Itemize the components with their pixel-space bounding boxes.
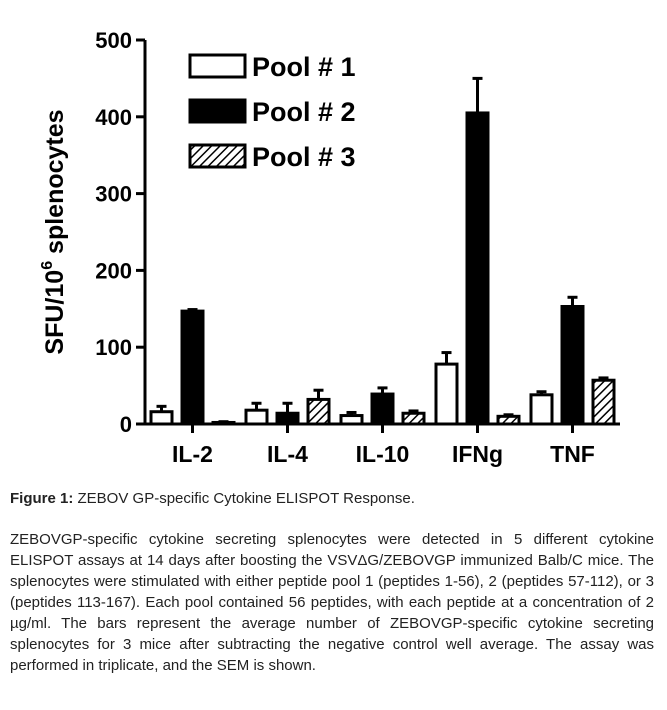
x-axis (145, 424, 620, 467)
y-axis (95, 28, 145, 437)
y-tick-label-200: 200 (95, 258, 132, 284)
bar-pool-1-IL-2 (151, 412, 172, 424)
y-tick-label-0: 0 (119, 412, 132, 437)
y-tick-label-300: 300 (95, 181, 132, 207)
legend-label-pool-3: Pool # 3 (252, 142, 356, 172)
bar-pool-2-TNF (562, 306, 583, 424)
bar-pool-2-IL-10 (372, 394, 393, 424)
bar-pool-3-TNF (593, 380, 614, 424)
bar-pool-1-IFNg (436, 364, 457, 424)
x-tick-label-TNF: TNF (550, 441, 595, 467)
x-tick-label-IL-2: IL-2 (172, 441, 213, 467)
x-tick-label-IL-10: IL-10 (355, 441, 410, 467)
bar-pool-2-IFNg (467, 113, 488, 424)
figure-caption-title (10, 488, 654, 509)
legend-swatch-pool-2 (190, 100, 245, 122)
y-tick-label-500: 500 (95, 28, 132, 53)
bar-pool-2-IL-2 (182, 311, 203, 424)
bar-pool-3-IL-4 (308, 399, 329, 424)
legend (190, 52, 356, 172)
figure-label: Figure 1: (10, 490, 74, 507)
bar-pool-2-IL-4 (277, 413, 298, 424)
bar-pool-1-TNF (531, 395, 552, 424)
y-tick-label-100: 100 (95, 335, 132, 361)
y-axis-label: SFU/$10^6$ splenocytes (39, 109, 69, 355)
bar-pool-1-IL-4 (246, 410, 267, 424)
x-tick-label-IL-4: IL-4 (267, 441, 308, 467)
figure-caption-body: ZEBOVGP-specific cytokine secreting splenocytes were detected in 5 different cytokine ELISPOT assays at 14 days after boosting the VSVΔG/ZEBOVGP immunized Balb/C mice. The splenocytes were stimulated with either peptide pool 1 (peptides 1-56), 2 (peptides 57-112), or 3 (peptides 113-167). Each pool contained 56 peptides, with each peptide at a concentration of 2 µg/ml. The bars represent the average number of ZEBOVGP-specific cytokine secreting splenocytes for 3 mice after subtracting the negative control well average. The assay was performed in triplicate, and the SEM is shown. (10, 531, 654, 674)
bar-pool-3-IL-10 (403, 413, 424, 424)
legend-swatch-pool-3 (190, 145, 245, 167)
y-tick-label-400: 400 (95, 104, 132, 130)
bars (151, 78, 614, 424)
figure-title: ZEBOV GP-specific Cytokine ELISPOT Response. (73, 490, 415, 507)
x-tick-label-IFNg: IFNg (451, 441, 504, 467)
legend-label-pool-2: Pool # 2 (252, 97, 356, 127)
legend-label-pool-1: Pool # 1 (252, 52, 356, 82)
legend-swatch-pool-1 (190, 55, 245, 77)
